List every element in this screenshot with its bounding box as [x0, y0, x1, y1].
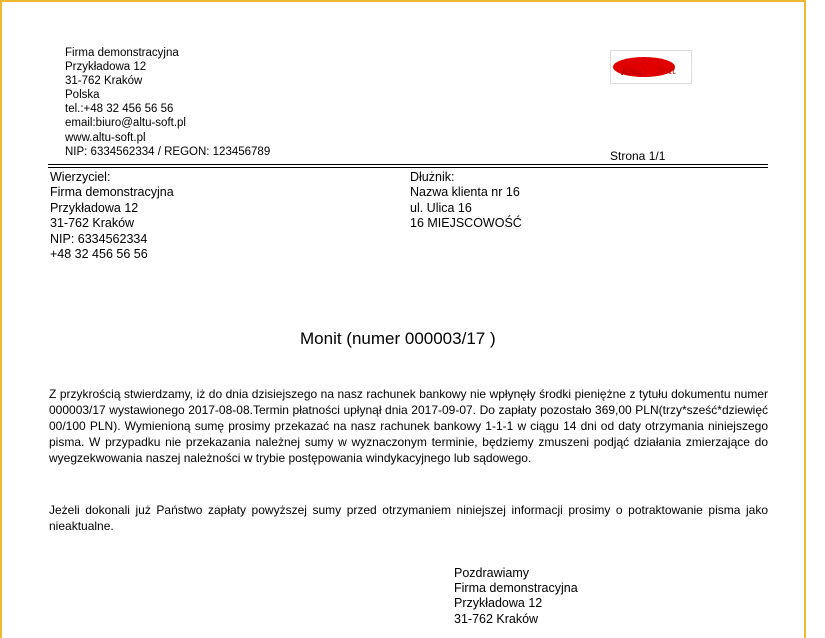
sender-website: www.altu-soft.pl	[65, 131, 146, 144]
creditor-line: Przykładowa 12	[50, 200, 139, 215]
closing-greeting: Pozdrawiamy	[454, 566, 530, 580]
sender-tax-ids: NIP: 6334562334 / REGON: 123456789	[65, 145, 271, 158]
debtor-line: Nazwa klienta nr 16	[410, 185, 520, 200]
body-paragraph-note: Jeżeli dokonali już Państwo zapłaty powyższej sumy przed otrzymaniem niniejszej informacji prosimy o potraktowanie pisma jako nieaktualne.	[49, 503, 768, 533]
body-paragraph-main: Z przykrością stwierdzamy, iż do dnia dzisiejszego na nasz rachunek bankowy nie wpłynęły środki pieniężne z tytułu dokumentu numer 000003/17 wystawionego 2017-08-08.Termin płatności upłynął dnia 2017-09-07. Do zapłaty pozostało 369,00 PLN(trzy*sześć*dziewięć 00/100 PLN). Wymienioną sumę prosimy przekazać na nasz rachunek bankowy 1-1-1 w ciągu 14 dni od daty otrzymania niniejszego pisma. W przypadku nie przekazania należnej sumy w wyznaczonym terminie, będziemy zmuszeni podjąć działania zmierzające do wyegzekwowania naszej należności w trybie postępowania windykacyjnego lub sądowego.	[49, 387, 768, 465]
debtor-line: 16 MIEJSCOWOŚĆ	[410, 216, 522, 231]
sender-company-name: Firma demonstracyjna	[65, 47, 179, 59]
sender-country: Polska	[65, 89, 100, 102]
creditor-line: 31-762 Kraków	[50, 216, 135, 231]
document-title: Monit (numer 000003/17 )	[300, 329, 496, 348]
debtor-line: ul. Ulica 16	[410, 200, 472, 215]
closing-line: 31-762 Kraków	[454, 611, 539, 626]
sender-address-block	[65, 46, 270, 159]
logo-text-soft: Soft	[657, 67, 676, 77]
closing-line: Przykładowa 12	[454, 596, 543, 611]
closing-line: Firma demonstracyjna	[454, 581, 578, 596]
header-divider-bottom	[48, 167, 768, 168]
sender-phone: tel.:+48 32 456 56 56	[65, 103, 174, 116]
page-number: Strona 1/1	[610, 149, 666, 163]
sender-street: Przykładowa 12	[65, 61, 147, 74]
sender-email: email:biuro@altu-soft.pl	[65, 117, 186, 130]
header-divider-top	[48, 164, 768, 165]
creditor-line: NIP: 6334562334	[50, 231, 148, 246]
creditor-heading: Wierzyciel:	[50, 170, 111, 184]
creditor-block	[50, 170, 174, 262]
vertical-scrollbar[interactable]	[806, 0, 825, 638]
sender-city: 31-762 Kraków	[65, 75, 143, 88]
closing-signature-block	[454, 566, 578, 627]
debtor-block	[410, 170, 522, 232]
creditor-line: +48 32 456 56 56	[50, 246, 148, 261]
debtor-heading: Dłużnik:	[410, 170, 455, 184]
company-logo	[610, 50, 692, 84]
creditor-line: Firma demonstracyjna	[50, 185, 174, 200]
logo-text-altu: Altu	[621, 68, 642, 78]
